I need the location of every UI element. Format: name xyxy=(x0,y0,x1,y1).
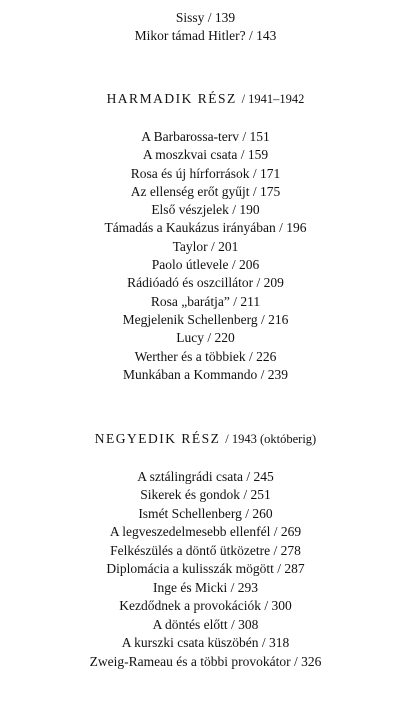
toc-entry: Támadás a Kaukázus irányában / 196 xyxy=(104,220,307,235)
toc-entry: Zweig-Rameau és a többi provokátor / 326 xyxy=(89,654,322,669)
toc-entry: Rosa „barátja” / 211 xyxy=(150,294,261,309)
toc-entry: Paolo útlevele / 206 xyxy=(151,257,260,272)
part-four-years: / 1943 (októberig) xyxy=(225,432,317,446)
toc-entry: Sikerek és gondok / 251 xyxy=(140,487,271,502)
toc-entry: A sztálingrádi csata / 245 xyxy=(137,469,274,484)
toc-entry: A döntés előtt / 308 xyxy=(152,617,259,632)
toc-entry: Rosa és új hírforrások / 171 xyxy=(130,166,281,181)
toc-entry: Taylor / 201 xyxy=(172,239,239,254)
toc-entry: Mikor támad Hitler? / 143 xyxy=(134,28,277,43)
toc-entry: Rádióadó és oszcillátor / 209 xyxy=(127,275,284,290)
toc-entry: Inge és Micki / 293 xyxy=(153,580,258,595)
toc-entry: A kurszki csata küszöbén / 318 xyxy=(121,635,290,650)
toc-entry: A moszkvai csata / 159 xyxy=(142,147,269,162)
part-three-years: / 1941–1942 xyxy=(241,92,305,106)
part-three-heading xyxy=(0,90,411,108)
part-four-title: NEGYEDIK RÉSZ xyxy=(94,431,221,446)
part-three-title: HARMADIK RÉSZ xyxy=(106,91,237,106)
toc-entry: Lucy / 220 xyxy=(176,330,235,345)
toc-entry: Munkában a Kommando / 239 xyxy=(123,367,288,382)
toc-entry: Megjelenik Schellenberg / 216 xyxy=(122,312,289,327)
toc-entry: Diplomácia a kulisszák mögött / 287 xyxy=(106,561,305,576)
toc-entry: Ismét Schellenberg / 260 xyxy=(138,506,273,521)
toc-entry: A Barbarossa-terv / 151 xyxy=(141,129,270,144)
toc-entry: Az ellenség erőt gyűjt / 175 xyxy=(130,184,281,199)
toc-entry: Werther és a többiek / 226 xyxy=(134,349,277,364)
toc-entry: Kezdődnek a provokációk / 300 xyxy=(119,598,292,613)
toc-entry: Sissy / 139 xyxy=(175,10,236,25)
toc-entry: Felkészülés a döntő ütközetre / 278 xyxy=(110,543,301,558)
part-four-heading xyxy=(0,430,411,448)
toc-entry: A legveszedelmesebb ellenfél / 269 xyxy=(109,524,302,539)
toc-entry: Első vészjelek / 190 xyxy=(151,202,260,217)
